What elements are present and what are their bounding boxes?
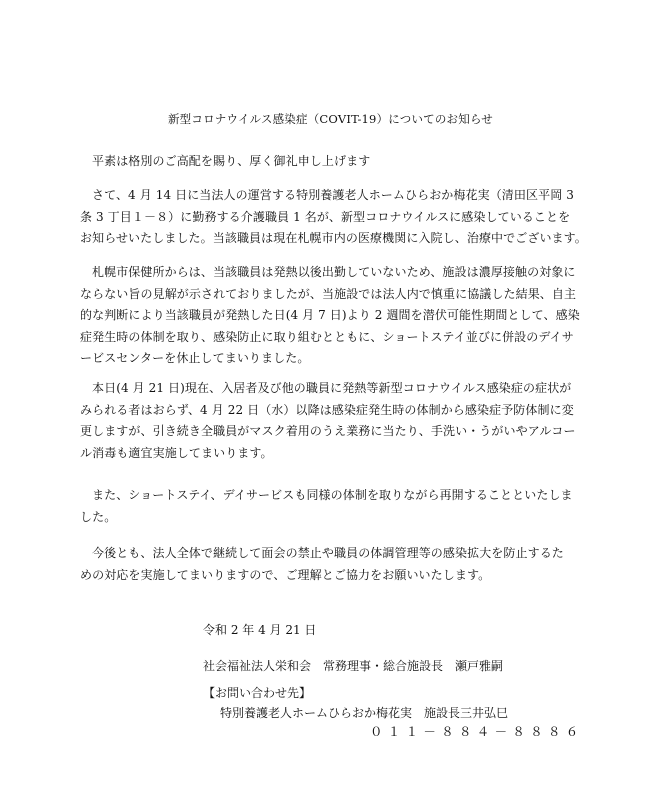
paragraph-line: また、ショートステイ、デイサービスも同様の体制を取りながら再開することといたしま (92, 488, 573, 502)
paragraph-line: 札幌市保健所からは、当該職員は発熱以後出勤していないため、施設は濃厚接触の対象に (92, 265, 576, 279)
contact-heading: 【お問い合わせ先】 (203, 686, 312, 700)
notice-title: 新型コロナウイルス感染症（COVIT-19）についてのお知らせ (167, 112, 493, 126)
paragraph-line: 的な判断により当該職員が発熱した日(4 月 7 日)より 2 週間を潜伏可能性期間として、感染 (80, 308, 580, 323)
greeting-line: 平素は格別のご高配を賜り、厚く御礼申し上げます (92, 154, 371, 168)
contact-phone: ０１１－８８４－８８８６ (370, 724, 584, 739)
paragraph-line: 今後とも、法人全体で継続して面会の禁止や職員の体調管理等の感染拡大を防止するた (92, 546, 564, 560)
contact-name: 特別養護老人ホームひらおか梅花実 施設長三井弘巳 (220, 706, 509, 720)
paragraph-line: ービスセンターを休止してまいりました。 (80, 351, 310, 366)
paragraph-5 (80, 543, 580, 586)
paragraph-line: 条 3 丁目１－８）に勤務する介護職員 1 名が、新型コロナウイルスに感染していることを (80, 209, 571, 224)
greeting (80, 151, 580, 173)
paragraph-line: 症発生時の体制を取り、感染防止に取り組むとともに、ショートステイ並びに併設のデイサ (80, 329, 574, 344)
paragraph-line: めの対応を実施してまいりますので、ご理解とご協力をお願いいたします。 (80, 567, 491, 582)
organization-signature: 社会福祉法人栄和会 常務理事・総合施設長 瀬戸雅嗣 (203, 659, 504, 673)
paragraph-line: お知らせいたしました。当該職員は現在札幌市内の医療機関に入院し、治療中でございます。 (80, 231, 587, 246)
paragraph-line: 更しますが、引き続き全職員がマスク着用のうえ業務に当たり、手洗い・うがいやアルコー (80, 424, 576, 439)
paragraph-line: ならない旨の見解が示されておりましたが、当施設では法人内で慎重に協議した結果、自主 (80, 286, 577, 301)
paragraph-line: ル消毒も適宜実施してまいります。 (80, 445, 273, 460)
paragraph-line: さて、4 月 14 日に当法人の運営する特別養護老人ホームひらおか梅花実（清田区平岡 3 (92, 188, 574, 202)
paragraph-line: 本日(4 月 21 日)現在、入居者及び他の職員に発熱等新型コロナウイルス感染症の症状が (92, 381, 572, 395)
paragraph-1 (80, 185, 587, 250)
paragraph-2 (80, 262, 580, 370)
paragraph-4 (80, 485, 580, 528)
paragraph-3 (80, 378, 580, 464)
issue-date: 令和 2 年 4 月 21 日 (203, 623, 317, 637)
paragraph-line: みられる者はおらず、4 月 22 日（水）以降は感染症発生時の体制から感染症予防体制に変 (80, 402, 574, 417)
paragraph-line: した。 (80, 509, 117, 524)
